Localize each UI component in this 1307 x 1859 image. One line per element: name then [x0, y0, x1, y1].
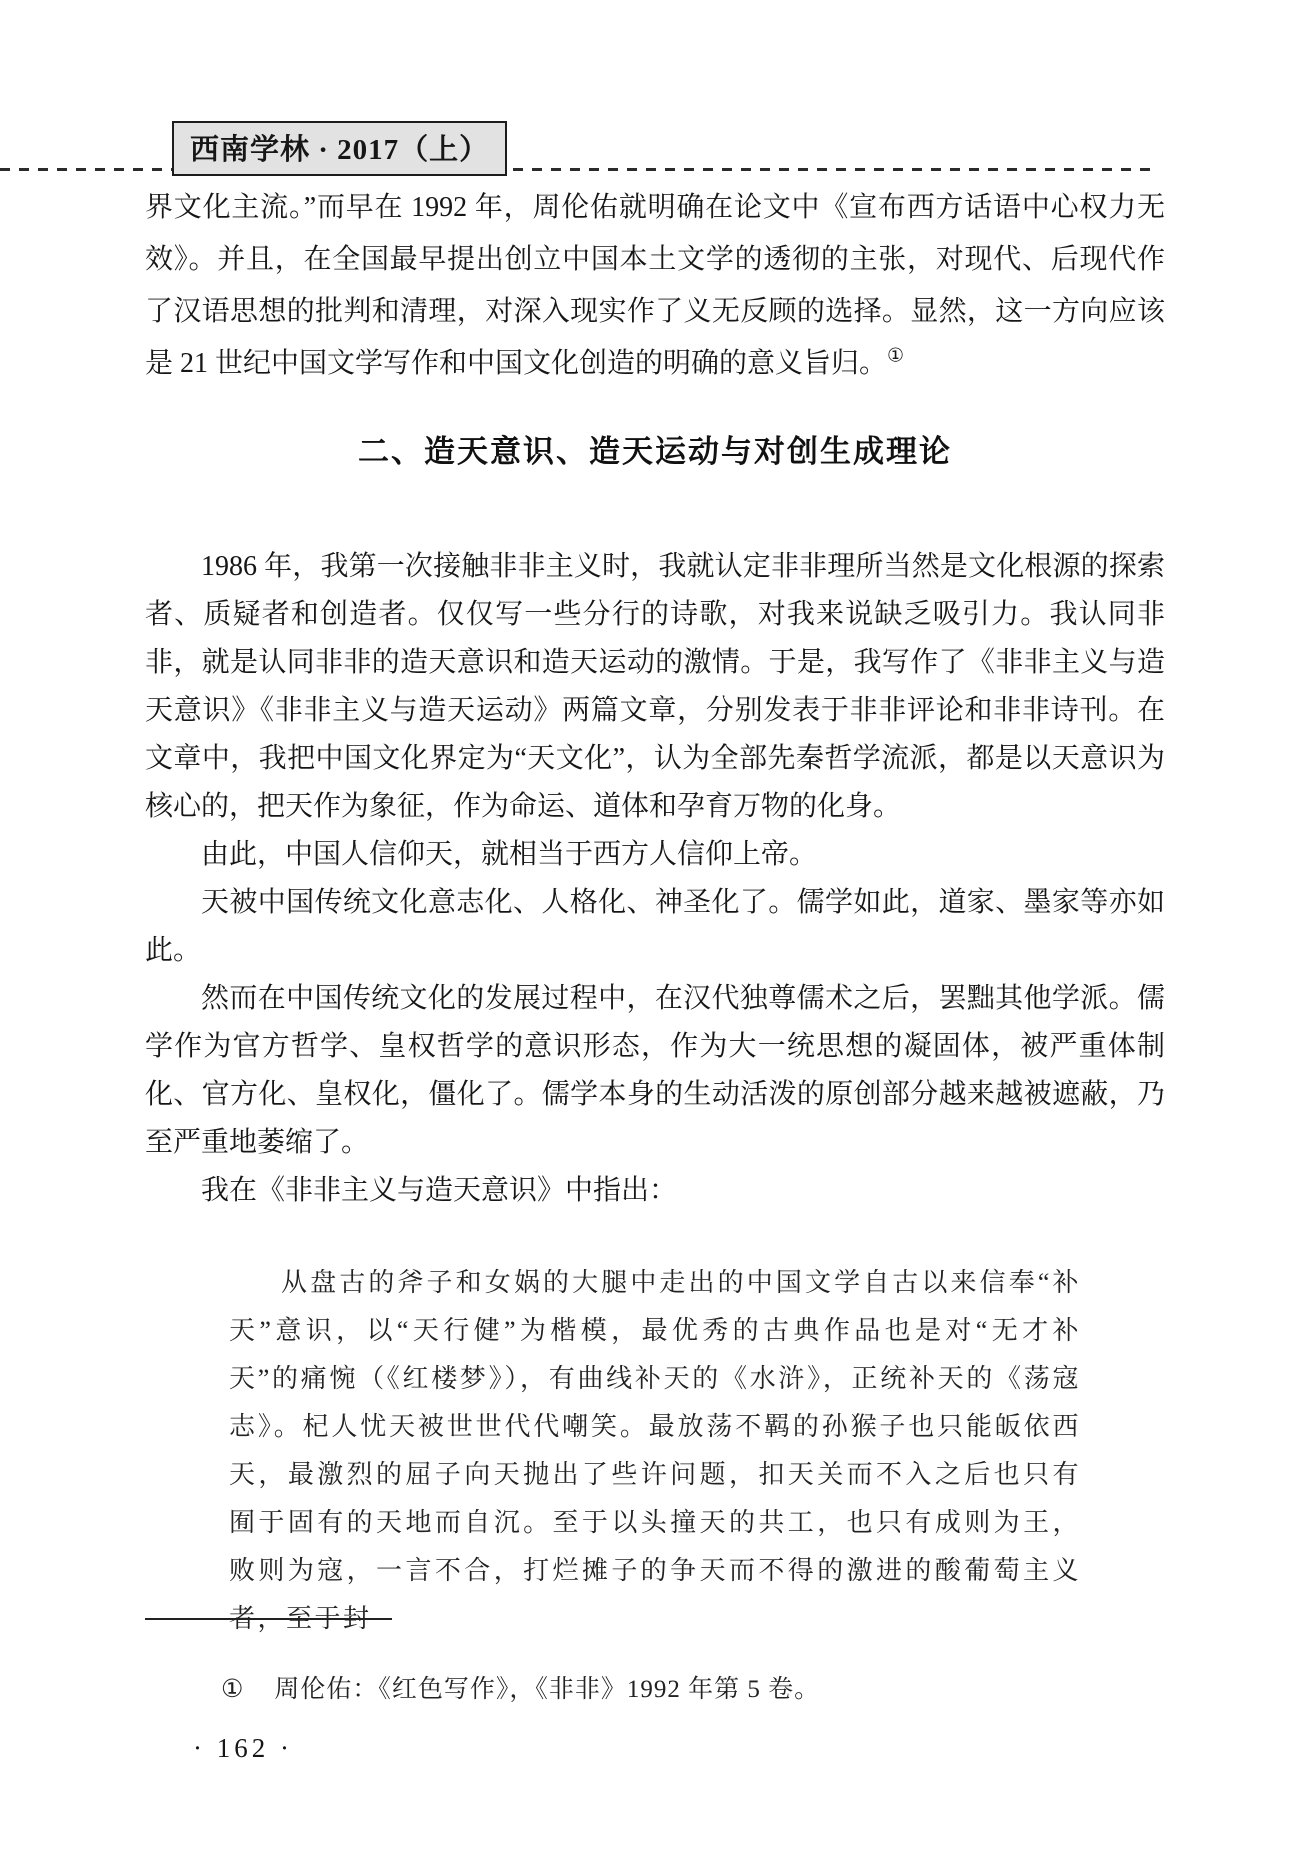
footnote-reference-mark: ①	[887, 345, 905, 367]
footnote-marker: ①	[221, 1676, 245, 1703]
journal-header-badge: 西南学林 · 2017（上）	[172, 121, 507, 176]
block-quote: 从盘古的斧子和女娲的大腿中走出的中国文学自古以来信奉“补天”意识，以“天行健”为楷模，最优秀的古典作品也是对“无才补天”的痛惋（《红楼梦》），有曲线补天的《水浒》，正统补天的《荡寇志》。杞人忧天被世世代代嘲笑。最放荡不羁的孙猴子也只能皈依西天，最激烈的屈子向天抛出了些许问题，扣天关而不入之后也只有囿于固有的天地而自沉。至于以头撞天的共工，也只有成则为王，败则为寇，一言不合，打烂摊子的争天而不得的激进的酸葡萄主义者，至于封	[229, 1268, 1081, 1633]
section-heading: 二、造天意识、造天运动与对创生成理论	[358, 434, 952, 469]
footnote-text: 周伦佑：《红色写作》，《非非》1992 年第 5 卷。	[274, 1676, 821, 1703]
paragraph-continuation	[145, 182, 1165, 390]
paragraph-1986: 1986 年，我第一次接触非非主义时，我就认定非非理所当然是文化根源的探索者、质疑者和创造者。仅仅写一些分行的诗歌，对我来说缺乏吸引力。我认同非非，就是认同非非的造天意识和造天运动的激情。于是，我写作了《非非主义与造天意识》《非非主义与造天运动》两篇文章，分别发表于非非评论和非非诗刊。在文章中，我把中国文化界定为“天文化”，认为全部先秦哲学流派，都是以天意识为核心的，把天作为象征，作为命运、道体和孕育万物的化身。	[145, 551, 1165, 822]
footnote-divider	[145, 1618, 392, 1620]
paragraph-confucianism-ossified: 然而在中国传统文化的发展过程中，在汉代独尊儒术之后，罢黜其他学派。儒学作为官方哲学、皇权哲学的意识形态，作为大一统思想的凝固体，被严重体制化、官方化、皇权化，僵化了。儒学本身的生动活泼的原创部分越来越被遮蔽，乃至严重地萎缩了。	[145, 983, 1165, 1158]
paragraph-continuation-text: 界文化主流。”而早在 1992 年，周伦佑就明确在论文中《宣布西方话语中心权力无效》。并且，在全国最早提出创立中国本土文学的透彻的主张，对现代、后现代作了汉语思想的批判和清理，对深入现实作了义无反顾的选择。显然，这一方向应该是 21 世纪中国文学写作和中国文化创造的明确的意义旨归。	[145, 192, 1165, 379]
paragraph-heaven-personified: 天被中国传统文化意志化、人格化、神圣化了。儒学如此，道家、墨家等亦如此。	[145, 887, 1165, 966]
page-number: · 162 ·	[193, 1733, 293, 1763]
main-content	[145, 182, 1165, 1643]
paragraph-belief-in-heaven: 由此，中国人信仰天，就相当于西方人信仰上帝。	[201, 839, 818, 870]
paragraph-quote-intro: 我在《非非主义与造天意识》中指出：	[201, 1175, 678, 1206]
footnote-section	[145, 1618, 1165, 1710]
footnote	[145, 1670, 1165, 1710]
